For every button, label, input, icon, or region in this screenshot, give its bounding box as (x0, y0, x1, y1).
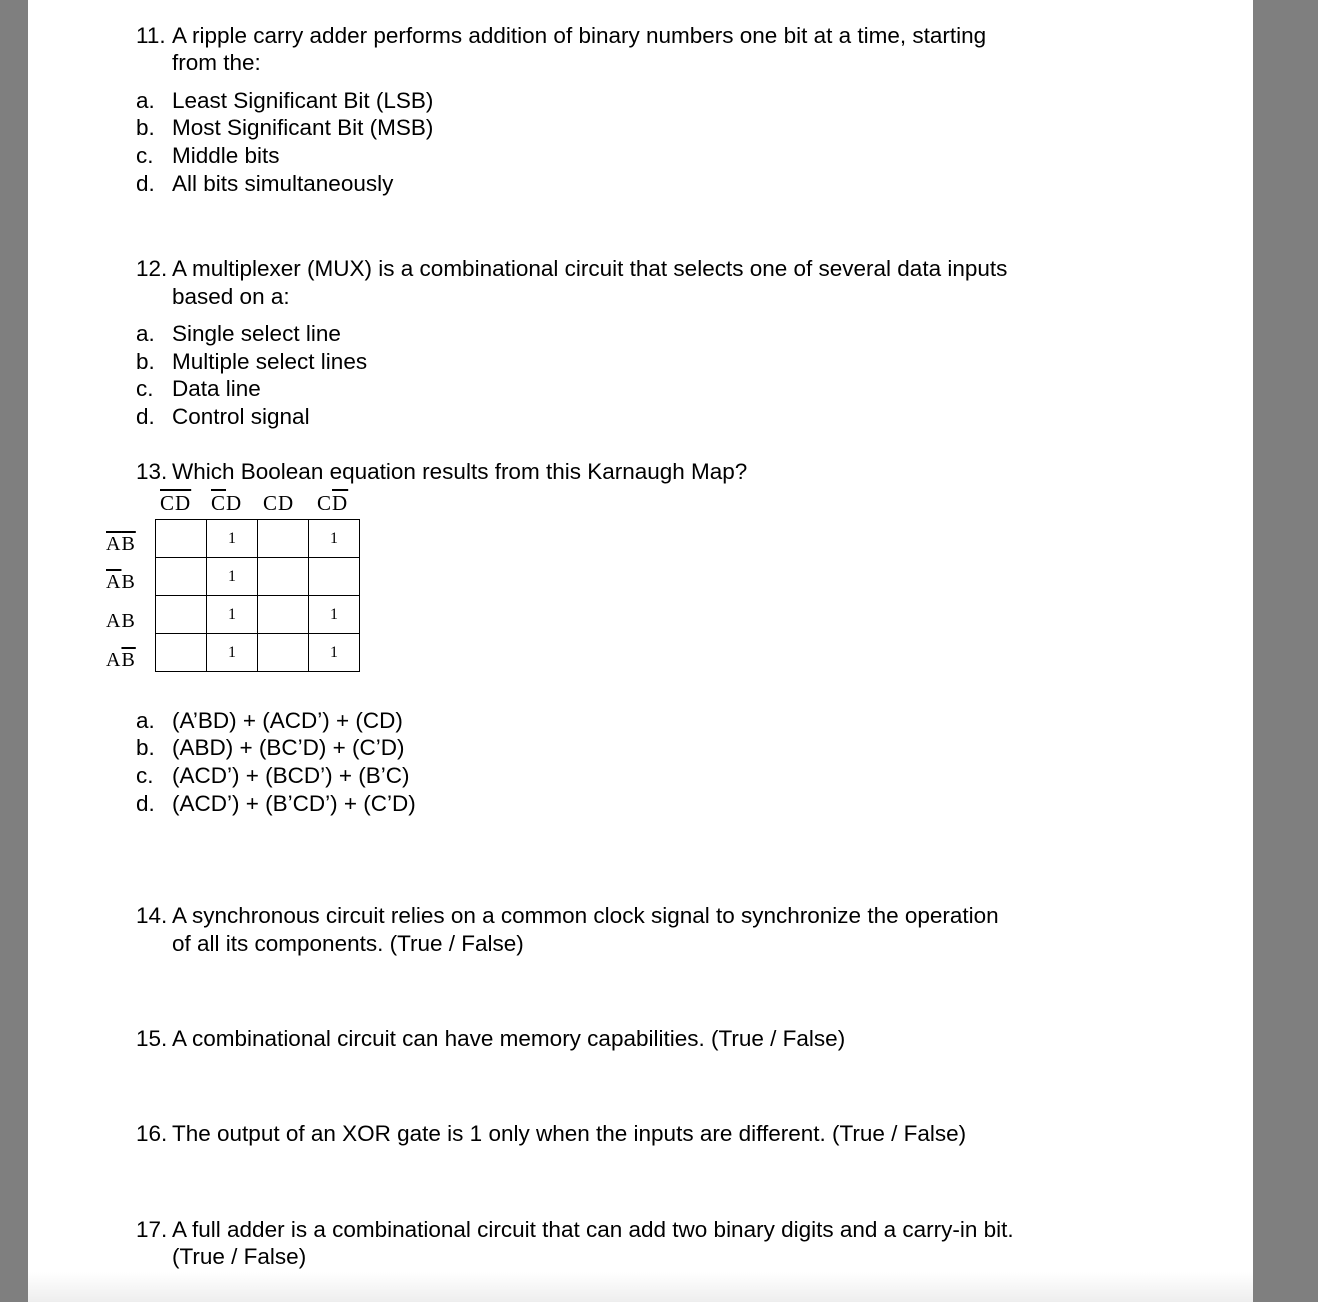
kmap-cell (258, 634, 309, 672)
question-text-line: from the: (172, 50, 261, 75)
kmap-cell (258, 520, 309, 558)
kmap-cell (309, 558, 360, 596)
option-text: Most Significant Bit (MSB) (172, 115, 434, 140)
kmap-row-header-a-bbar: $A\overline{B}$ (106, 649, 136, 671)
question-text-line: (True / False) (172, 1244, 307, 1269)
kmap-cell: 1 (309, 596, 360, 634)
option-text: All bits simultaneously (172, 171, 394, 196)
option-letter: b. (136, 735, 155, 760)
kmap-row (156, 596, 360, 634)
document-page (28, 0, 1253, 1302)
option-letter: c. (136, 376, 154, 401)
kmap-cell (258, 558, 309, 596)
option-letter: b. (136, 115, 155, 140)
option-text: Multiple select lines (172, 349, 368, 374)
question-text-line: The output of an XOR gate is 1 only when the inputs are different. (True / False) (172, 1121, 967, 1146)
kmap-cell (156, 634, 207, 672)
question-text-line: A combinational circuit can have memory capabilities. (True / False) (172, 1026, 846, 1051)
option-text: Middle bits (172, 143, 280, 168)
option-letter: c. (136, 143, 154, 168)
question-text-line: of all its components. (True / False) (172, 931, 524, 956)
option-letter: a. (136, 708, 155, 733)
kmap-cell: 1 (207, 558, 258, 596)
question-number: 12. (136, 256, 168, 281)
kmap-cell: 1 (207, 634, 258, 672)
kmap-cell: 1 (309, 634, 360, 672)
kmap-cell: 1 (207, 520, 258, 558)
option-letter: d. (136, 791, 155, 816)
question-number: 15. (136, 1026, 168, 1051)
kmap-row-header-abar-b: $\overline{A}B$ (106, 571, 136, 593)
question-number: 16. (136, 1121, 168, 1146)
kmap-row (156, 558, 360, 596)
option-letter: b. (136, 349, 155, 374)
option-text: Least Significant Bit (LSB) (172, 88, 434, 113)
question-text-line: Which Boolean equation results from this Karnaugh Map? (172, 459, 748, 484)
option-letter: d. (136, 171, 155, 196)
option-text: (ACD’) + (B’CD’) + (C’D) (172, 791, 416, 816)
option-text: (A’BD) + (ACD’) + (CD) (172, 708, 403, 733)
kmap-col-header-c-dbar: $C\overline{D}$ (317, 491, 349, 515)
option-text: Data line (172, 376, 261, 401)
kmap-row-header-abar-bbar: $\overline{A}\overline{B}$ (106, 533, 136, 555)
kmap-cell (156, 520, 207, 558)
option-letter: a. (136, 88, 155, 113)
karnaugh-map (155, 519, 360, 672)
question-number: 17. (136, 1217, 168, 1242)
kmap-col-header-cbar-d: $\overline{C}D$ (211, 491, 243, 515)
page-bottom-edge (28, 1272, 1253, 1302)
kmap-row (156, 520, 360, 558)
option-letter: a. (136, 321, 155, 346)
question-number: 14. (136, 903, 168, 928)
kmap-cell (156, 596, 207, 634)
option-text: Control signal (172, 404, 310, 429)
question-text-line: A synchronous circuit relies on a common clock signal to synchronize the operation (172, 903, 999, 928)
question-text-line: A multiplexer (MUX) is a combinational circuit that selects one of several data inputs (172, 256, 1008, 281)
kmap-col-header-c-d: CD (263, 491, 295, 515)
option-text: (ACD’) + (BCD’) + (B’C) (172, 763, 410, 788)
question-number: 11. (136, 23, 166, 48)
kmap-cell (258, 596, 309, 634)
option-text: (ABD) + (BC’D) + (C’D) (172, 735, 405, 760)
option-text: Single select line (172, 321, 341, 346)
kmap-col-header-cbar-dbar: $\overline{C}\overline{D}$ (160, 491, 192, 515)
option-letter: d. (136, 404, 155, 429)
question-number: 13. (136, 459, 168, 484)
kmap-cell: 1 (207, 596, 258, 634)
question-text-line: based on a: (172, 284, 290, 309)
question-text-line: A ripple carry adder performs addition of binary numbers one bit at a time, starting (172, 23, 987, 48)
option-letter: c. (136, 763, 154, 788)
kmap-row (156, 634, 360, 672)
kmap-row-header-a-b: AB (106, 610, 136, 632)
kmap-cell (156, 558, 207, 596)
kmap-cell: 1 (309, 520, 360, 558)
question-text-line: A full adder is a combinational circuit that can add two binary digits and a carry-in bit. (172, 1217, 1014, 1242)
